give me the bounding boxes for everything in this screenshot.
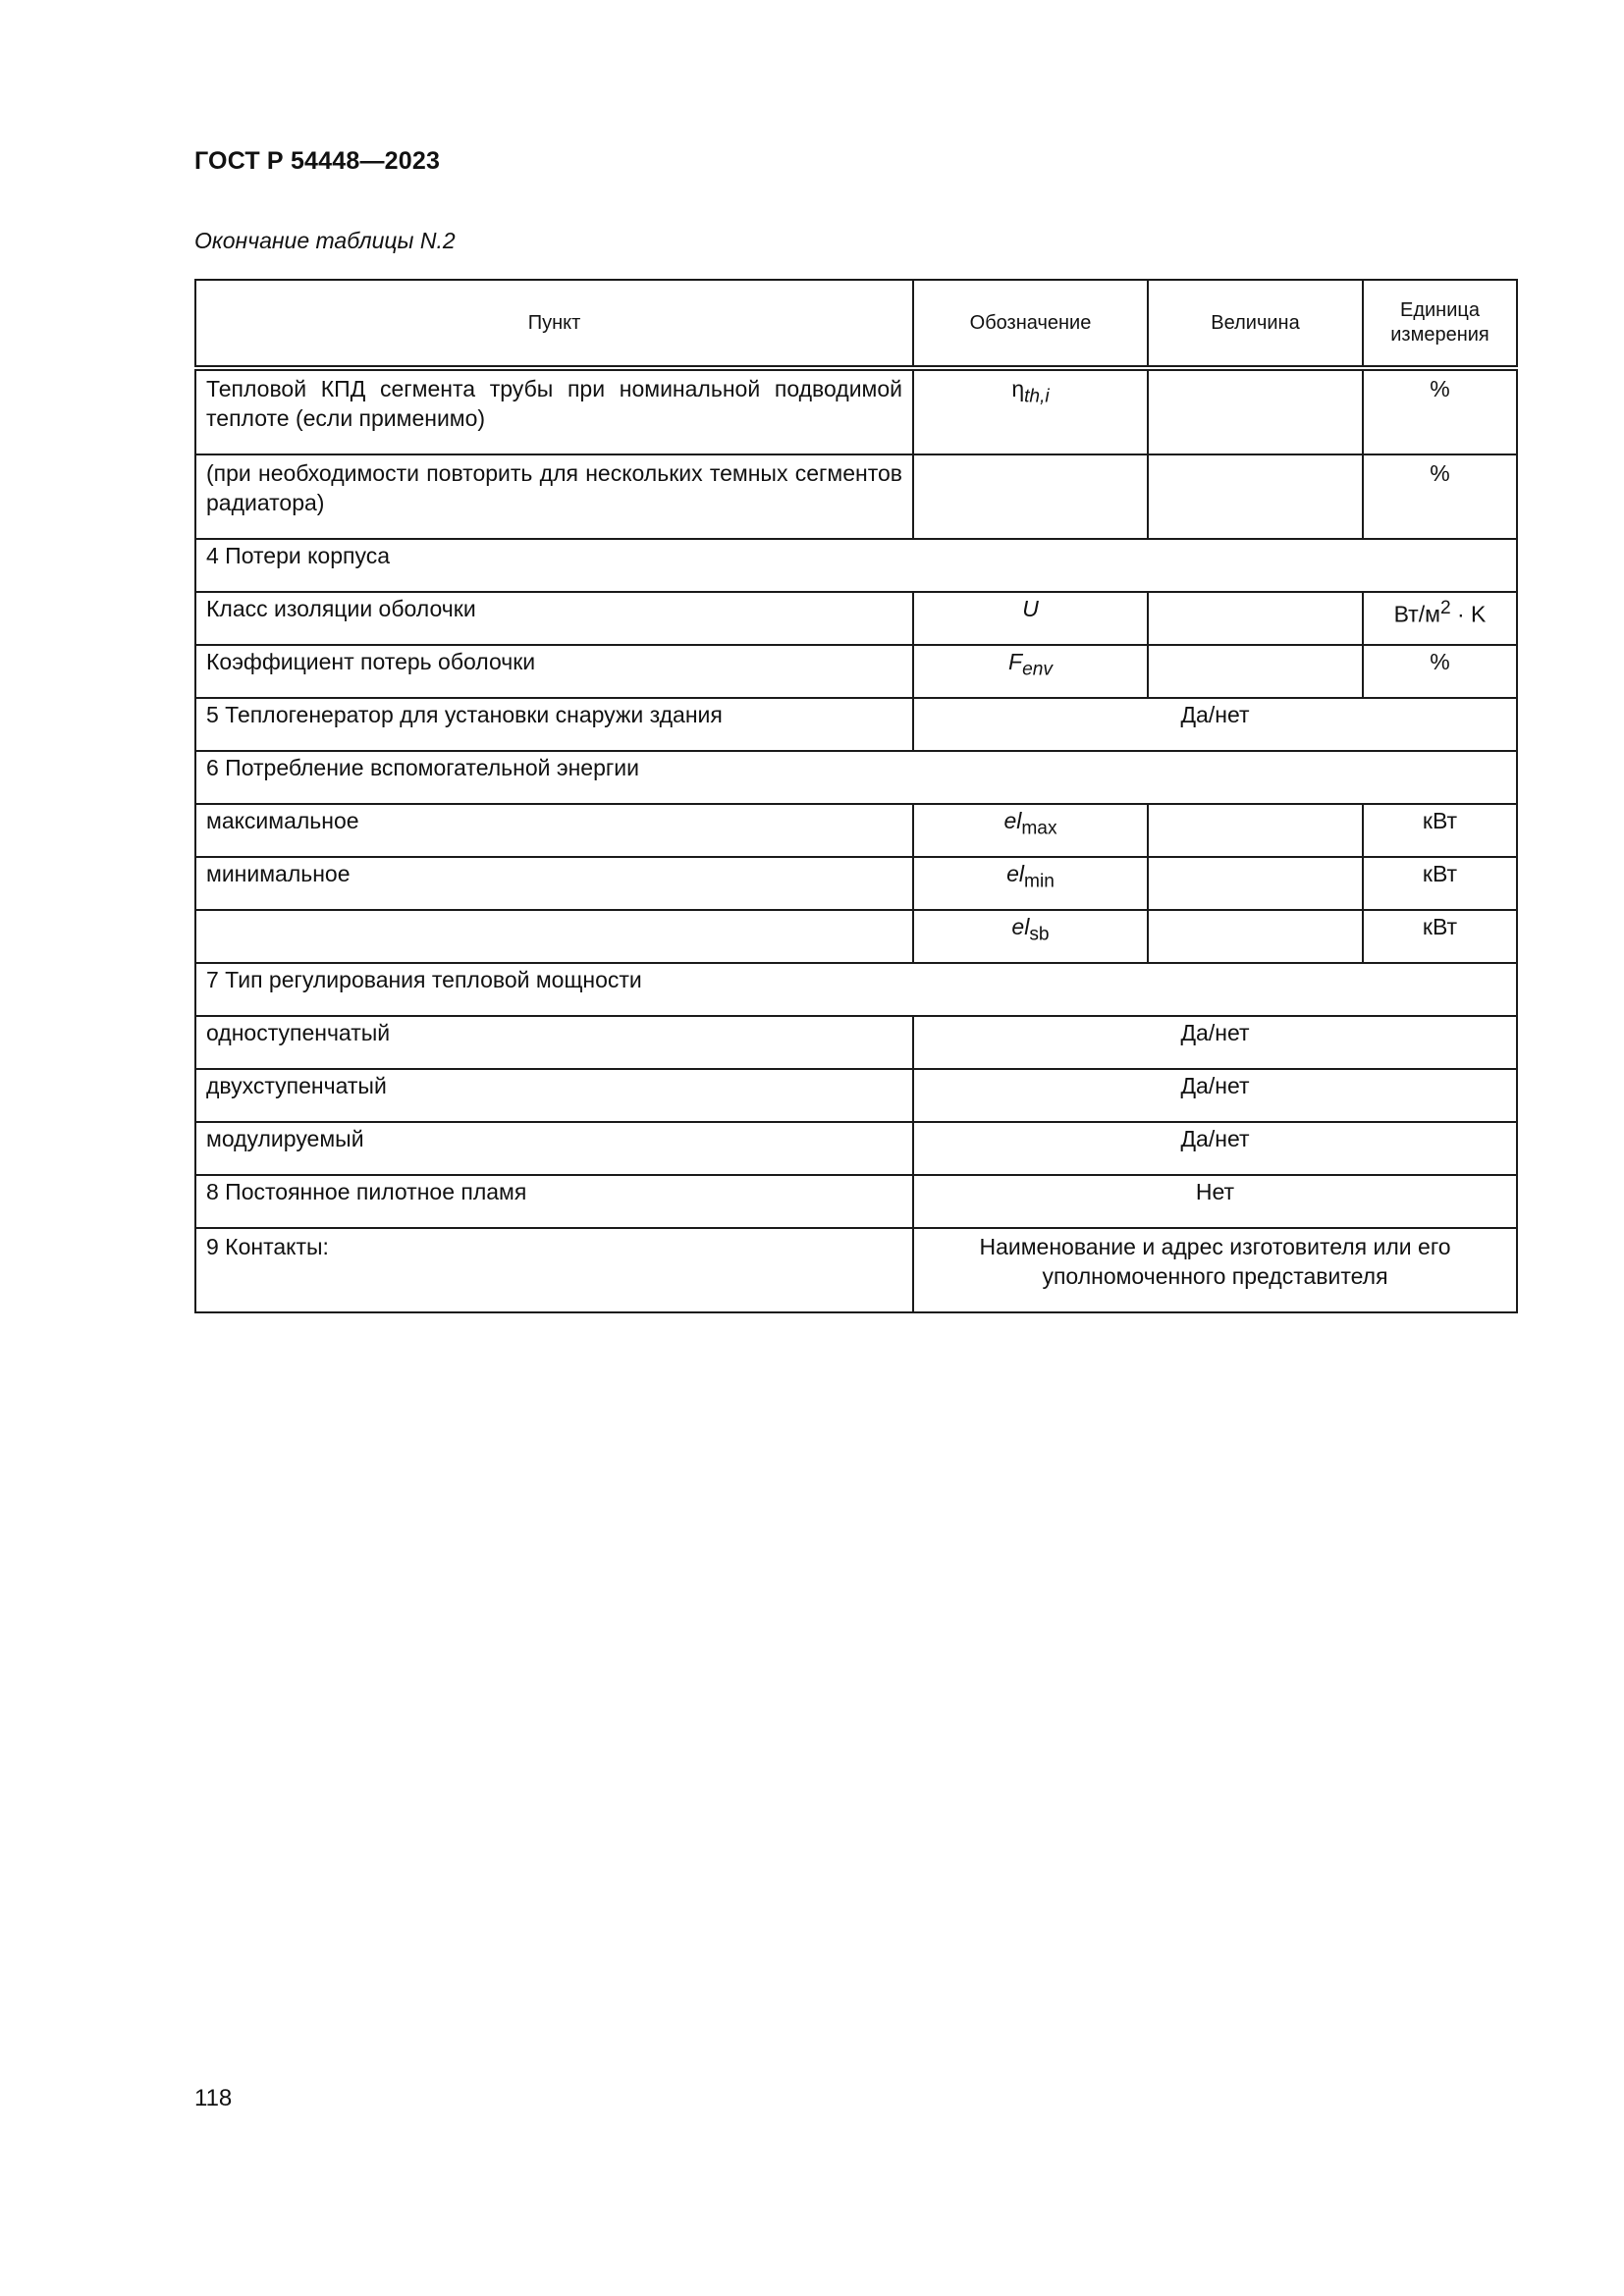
table-row (195, 1016, 1517, 1069)
symbol-subscript: sb (1029, 924, 1050, 945)
merged-cell: Да/нет (913, 1122, 1517, 1175)
section-cell: 7 Тип регулирования тепловой мощности (195, 963, 1517, 1016)
table-header-row (195, 280, 1517, 368)
unit-main: Вт/м (1393, 601, 1440, 627)
header-item: Пункт (195, 280, 913, 368)
item-cell: (при необходимости повторить для нескольких темных сегментов радиатора) (195, 454, 913, 539)
header-symbol: Обозначение (913, 280, 1148, 368)
table-caption: Окончание таблицы N.2 (194, 228, 456, 253)
unit-cell: кВт (1363, 857, 1517, 910)
section-row (195, 751, 1517, 804)
value-cell (1148, 645, 1363, 698)
table-row (195, 1069, 1517, 1122)
value-cell (1148, 910, 1363, 963)
symbol-text: η (1011, 376, 1025, 401)
value-cell (1148, 804, 1363, 857)
merged-cell: Да/нет (913, 1016, 1517, 1069)
unit-rest: · K (1450, 601, 1487, 627)
value-cell (1148, 368, 1363, 454)
unit-cell: кВт (1363, 804, 1517, 857)
table-row (195, 1228, 1517, 1312)
unit-cell: % (1363, 454, 1517, 539)
table-row (195, 454, 1517, 539)
symbol-subscript: th,i (1024, 386, 1050, 407)
section-cell: 4 Потери корпуса (195, 539, 1517, 592)
symbol-text: F (1008, 649, 1023, 674)
table-row (195, 910, 1517, 963)
item-cell: Коэффициент потерь оболочки (195, 645, 913, 698)
item-cell: 5 Теплогенератор для установки снаружи здания (195, 698, 913, 751)
symbol-text: el (1006, 861, 1025, 886)
table-row (195, 368, 1517, 454)
unit-cell: % (1363, 368, 1517, 454)
specification-table (194, 279, 1518, 1313)
table-row (195, 804, 1517, 857)
item-cell: максимальное (195, 804, 913, 857)
merged-cell: Да/нет (913, 698, 1517, 751)
symbol-subscript: max (1021, 818, 1057, 839)
symbol-subscript: env (1022, 659, 1053, 680)
item-cell: модулируемый (195, 1122, 913, 1175)
item-cell: Класс изоляции оболочки (195, 592, 913, 645)
table-row (195, 857, 1517, 910)
merged-cell: Да/нет (913, 1069, 1517, 1122)
unit-cell (1363, 592, 1517, 645)
item-cell: 8 Постоянное пилотное пламя (195, 1175, 913, 1228)
merged-cell: Нет (913, 1175, 1517, 1228)
item-cell: Тепловой КПД сегмента трубы при номинальной подводимой теплоте (если применимо) (195, 368, 913, 454)
symbol-cell (913, 857, 1148, 910)
unit-superscript: 2 (1439, 598, 1451, 618)
symbol-cell (913, 368, 1148, 454)
page-number: 118 (194, 2085, 233, 2111)
symbol-cell: U (913, 592, 1148, 645)
table-row (195, 1122, 1517, 1175)
value-cell (1148, 857, 1363, 910)
merged-cell: Наименование и адрес изготовителя или его уполномоченного представителя (913, 1228, 1517, 1312)
item-cell (195, 910, 913, 963)
item-cell: одноступенчатый (195, 1016, 913, 1069)
item-cell: двухступенчатый (195, 1069, 913, 1122)
unit-cell: % (1363, 645, 1517, 698)
table-row (195, 1175, 1517, 1228)
item-cell: 9 Контакты: (195, 1228, 913, 1312)
section-row (195, 539, 1517, 592)
value-cell (1148, 592, 1363, 645)
symbol-cell (913, 910, 1148, 963)
document-code: ГОСТ Р 54448—2023 (194, 147, 441, 175)
section-cell: 6 Потребление вспомогательной энергии (195, 751, 1517, 804)
header-unit: Единица измерения (1363, 280, 1517, 368)
unit-cell: кВт (1363, 910, 1517, 963)
symbol-text: el (1003, 808, 1022, 833)
table-row (195, 698, 1517, 751)
header-value: Величина (1148, 280, 1363, 368)
symbol-cell (913, 645, 1148, 698)
symbol-text: el (1011, 914, 1030, 939)
symbol-subscript: min (1024, 871, 1055, 892)
symbol-cell (913, 454, 1148, 539)
section-row (195, 963, 1517, 1016)
symbol-cell (913, 804, 1148, 857)
table-row (195, 592, 1517, 645)
table-row (195, 645, 1517, 698)
item-cell: минимальное (195, 857, 913, 910)
value-cell (1148, 454, 1363, 539)
